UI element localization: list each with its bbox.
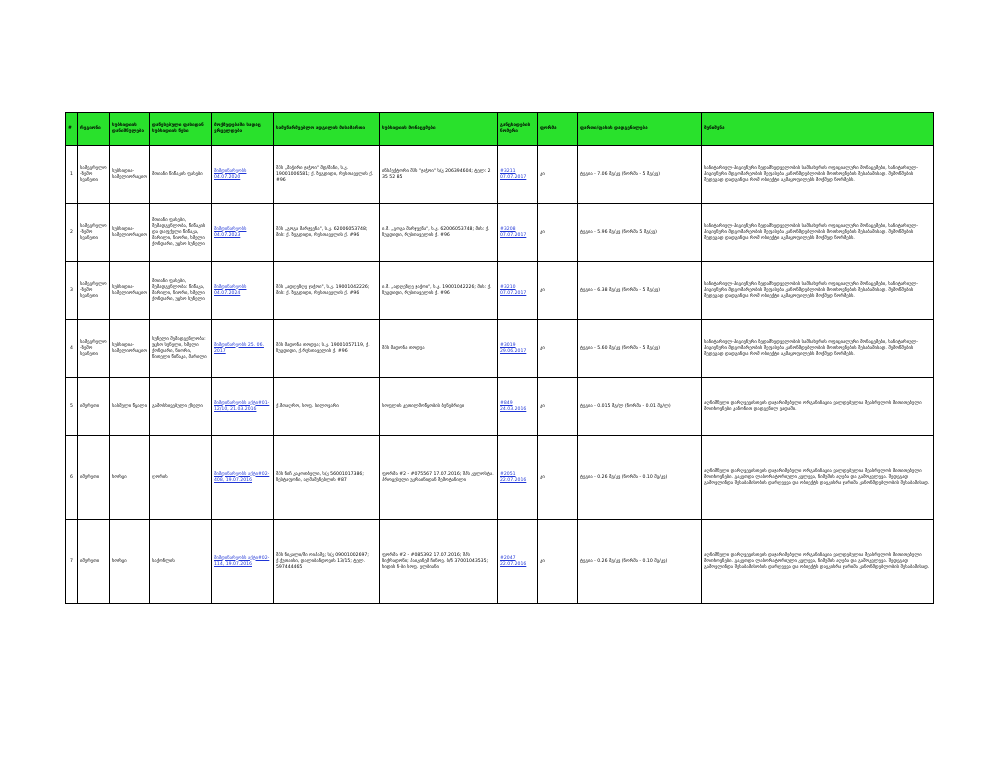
- cell-number: 2: [66, 204, 78, 262]
- cell-rule: მთიანი ფასები, შემადგენლობა: წიწაკა, მარილი, ნიორი, ხმელი ქონდარი, უცხო სუნელი: [150, 262, 212, 320]
- table-row: [66, 436, 934, 520]
- cell-number: 7: [66, 520, 78, 604]
- cell-number: 1: [66, 146, 78, 204]
- cell-price: ტეგია - 7.06 მგ/კვ (ნორმა - 5 მგ/კვ): [578, 146, 702, 204]
- header-law: მოქმედებაში სადაც ვრცელდება: [212, 113, 274, 146]
- cell-application: [498, 320, 538, 378]
- cell-address: შპს „მაჭირი ჯაჭოი" მდ/მანი, ს.კ. 19001006581; ქ. ზუგდიდი, რუსთაველის ქ. #96: [274, 146, 380, 204]
- cell-number: 4: [66, 320, 78, 378]
- cell-purpose: სასმელი წყალი: [110, 378, 150, 436]
- cell-address: შპს ნიკალი/ში ოიპაშვ; ს/კ 09001002697; ქ.ქუთაისი, დალიბანდოვის 13/15; ტელ. 597444465: [274, 520, 380, 604]
- cell-application: [498, 204, 538, 262]
- cell-application: [498, 262, 538, 320]
- cell-form: კი: [538, 436, 578, 520]
- cell-law: [212, 204, 274, 262]
- header-address: სამეწარმეებლო ადგილის მისამართი: [274, 113, 380, 146]
- cell-price: ტეგია - 5.60 მგ/კვ (ნორმა - 5 მგ/კვ): [578, 320, 702, 378]
- document-table-container: [65, 112, 933, 604]
- cell-law: [212, 146, 274, 204]
- cell-price: ტეგია - 0.26 მგ/კვ (ნორმა - 0.10 მგ/კვ): [578, 520, 702, 604]
- cell-rule: მთიანი ფასები, შემადგენლობა, წიწაკის და დაფქული წიწაკა, მარილი, ნიორი, ხმელი ქონდარი, უცხო სუნელი: [150, 204, 212, 262]
- law-link[interactable]: მიმდინარეობს 04.07.2024: [214, 284, 247, 296]
- cell-form: კი: [538, 262, 578, 320]
- cell-law: [212, 262, 274, 320]
- cell-note: სანიტარიულ-ჰიგიენური ზედამხედველობის სამსახურის ოფიციალური მონაცემები, სანიტარიულ-ჰიგიენური მდგომარეობის შეფასება კანონმდებლობის მოთხოვნების შესაბამისად. შემოწმების შედეგად დადგინდა რომ ობიექტი აკმაყოფილებს მოქმედ ნორმებს.: [702, 262, 934, 320]
- header-rule: დაწესებული ფასიდან სუბსიდიის წესი: [150, 113, 212, 146]
- law-link[interactable]: მიმდინარეობს აქტი#02-408, 19.07.2016: [214, 471, 270, 483]
- application-link[interactable]: #3211 07.07.2017: [500, 168, 527, 180]
- cell-address: შპს „გოგა მარჯვენა", ს.კ. 62006053748; მის: ქ. ზუგდიდი, რუსთაველის ქ. #96: [274, 204, 380, 262]
- header-region: რეგიონი: [78, 113, 110, 146]
- cell-note: აღნიშნული დარღვევისთვის დაჯარიმებული ორგანიზაცია ვალდებულია შეასრულოს მითითებული მოთხოვნები. გაკეთდა ლაბორატორიული კვლევა, ნიმუშის აღება და გამოკვლევა. შედეგად გამოვლინდა შესაბამისობის დარღვევა და ობიექტს დაეკისრა ჯარიმა კანონმდებლობის შესაბამისად.: [702, 520, 934, 604]
- cell-application: [498, 520, 538, 604]
- cell-rule: გამოსხივებული ქსელი: [150, 378, 212, 436]
- header-purpose: სუბსიდიის დანიშნულება: [110, 113, 150, 146]
- cell-region: იმერეთი: [78, 520, 110, 604]
- cell-price: ტეგია - 5.96 მგ/კვ (ნორმა 5 მგ/კვ): [578, 204, 702, 262]
- cell-region: სამეგრელო-ზემო სვანეთი: [78, 146, 110, 204]
- cell-law: [212, 320, 274, 378]
- cell-note: აღნიშნული დარღვევისთვის დაჯარიმებული ორგანიზაცია ვალდებულია შეასრულოს მითითებული მოთხოვნები. გაკეთდა ლაბორატორიული კვლევა, ნიმუშის აღება და გამოკვლევა. შედეგად გამოვლინდა შესაბამისობის დარღვევა და ობიექტს დაეკისრა ჯარიმა კანონმდებლობის შესაბამისად.: [702, 436, 934, 520]
- cell-application: [498, 378, 538, 436]
- header-note: შენიშვნა: [702, 113, 934, 146]
- law-link[interactable]: მიმდინარეობს აქტი#02-114, 19.07.2016: [214, 555, 270, 567]
- law-link[interactable]: მიმდინარეობს აქტი#01-12/10, 21.03.2016: [214, 400, 270, 412]
- header-price: ფართი/ფასის დადგენილება: [578, 113, 702, 146]
- cell-purpose: ხორცი: [110, 520, 150, 604]
- header-number: #: [66, 113, 78, 146]
- cell-number: 6: [66, 436, 78, 520]
- table-row: [66, 204, 934, 262]
- cell-rule: საქონლის: [150, 520, 212, 604]
- cell-note: სანიტარიულ-ჰიგიენური ზედამხედველობის სამსახურის ოფიციალური მონაცემები, სანიტარიულ-ჰიგიენური მდგომარეობის შეფასება კანონმდებლობის მოთხოვნების შესაბამისად. შემოწმების შედეგად დადგინდა რომ ობიექტი აკმაყოფილებს მოქმედ ნორმებს.: [702, 320, 934, 378]
- cell-region: იმერეთი: [78, 378, 110, 436]
- application-link[interactable]: #3019 29.06.2017: [500, 342, 527, 354]
- cell-details: ინსპექტორი შპს "ჯაჭოი" ს/კ 206394604; ტელ: 2 35 52 85: [380, 146, 498, 204]
- cell-purpose: სუბსიდია- სამელიორაციო: [110, 262, 150, 320]
- cell-form: კი: [538, 378, 578, 436]
- cell-details: ი.მ. „გოგა მარჯვენა", ს.კ. 62006053748; მის: ქ. ზუგდიდი, რუსთაველის ქ. #96: [380, 204, 498, 262]
- cell-address: ქ.მთაღრო, სოფ. სილოვარი: [274, 378, 380, 436]
- cell-rule: სუნელი შემადგენლობა: უცხო სუნელი, ხმელი ქონდარი, ნიორი, წითელი წიწაკა, მარილი: [150, 320, 212, 378]
- cell-note: სანიტარიულ-ჰიგიენური ზედამხედველობის სამსახურის ოფიციალური მონაცემები, სანიტარიულ-ჰიგიენური მდგომარეობის შეფასება კანონმდებლობის მოთხოვნების შესაბამისად. შემოწმების შედეგად დადგინდა რომ ობიექტი აკმაყოფილებს მოქმედ ნორმებს.: [702, 204, 934, 262]
- cell-form: კი: [538, 204, 578, 262]
- cell-law: [212, 436, 274, 520]
- cell-purpose: სუბსიდია- სამელიორაციო: [110, 320, 150, 378]
- table-row: [66, 378, 934, 436]
- violations-table: [65, 112, 934, 604]
- header-application: განცხადების ნომერი: [498, 113, 538, 146]
- cell-details: ფორმა #2 - #075567 17.07.2016; შპს კელოსტა. პროცესული უკრაინიდან შემოტანილი: [380, 436, 498, 520]
- cell-region: სამეგრელო-ზემო სვანეთი: [78, 204, 110, 262]
- cell-rule: ღორის: [150, 436, 212, 520]
- cell-purpose: სუბსიდია- სამელიორაციო: [110, 204, 150, 262]
- application-link[interactable]: #849 24.03.2016: [500, 400, 527, 412]
- cell-region: სამეგრელო-ზემო სვანეთი: [78, 262, 110, 320]
- table-row: [66, 320, 934, 378]
- cell-details: ფორმა #2 - #085392 17.07.2016; შპს ზიქრადონი; პაიკინემ ჩინოვ. ბ/ნ 37001043535; ხიდის ჩ-ბი სოფ. ელბიანი: [380, 520, 498, 604]
- table-row: [66, 520, 934, 604]
- cell-price: ტეგია - 6.38 მგ/კვ (ნორმა - 5 მგ/კვ): [578, 262, 702, 320]
- cell-region: იმერეთი: [78, 436, 110, 520]
- law-link[interactable]: მიმდინარეობს 04.07.2023: [214, 226, 247, 238]
- table-row: [66, 262, 934, 320]
- cell-number: 3: [66, 262, 78, 320]
- cell-note: აღნიშნული დარღვევისთვის დაჯარიმებული ორგანიზაცია ვალდებულია შეასრულოს მითითებული მოთხოვნები კანონით დადგენილ ვადაში.: [702, 378, 934, 436]
- application-link[interactable]: #2051 22.07.2016: [500, 471, 527, 483]
- cell-form: კი: [538, 146, 578, 204]
- cell-price: ტეგია - 0.26 მგ/კვ (ნორმა - 0.10 მგ/კვ): [578, 436, 702, 520]
- cell-details: შპს მადონა თოდუა: [380, 320, 498, 378]
- cell-application: [498, 436, 538, 520]
- cell-rule: მთიანი წიწაკის ფასები: [150, 146, 212, 204]
- cell-address: შპს „ადღეზღე ჯაჭოი", ს.კ. 19001042226; მის: ქ. ზუგდიდი, რუსთაველის ქ. #96: [274, 262, 380, 320]
- cell-law: [212, 520, 274, 604]
- cell-address: შპს მადონა თოდუა; ს.კ. 19001057119, ქ. ზუგდიდი, ქ.რუსთაველის ქ. #96: [274, 320, 380, 378]
- cell-note: სანიტარიულ-ჰიგიენური ზედამხედველობის სამსახურის ოფიციალური მონაცემები, სანიტარიულ-ჰიგიენური მდგომარეობის შეფასება კანონმდებლობის მოთხოვნების შესაბამისად. შემოწმების შედეგად დადგინდა რომ ობიექტი აკმაყოფილებს მოქმედ ნორმებს.: [702, 146, 934, 204]
- header-form: ფორმა: [538, 113, 578, 146]
- cell-form: კი: [538, 520, 578, 604]
- application-link[interactable]: #3208 07.07.2017: [500, 226, 527, 238]
- cell-details: ი.მ. „ადღეზღე ჯაჭოი", ს.კ. 19001042226; მის: ქ. ზუგდიდი, რუსთაველის ქ. #96: [380, 262, 498, 320]
- table-header-row: [66, 113, 934, 146]
- law-link[interactable]: მიმდინარეობს 25. 06. 2017: [214, 342, 264, 354]
- cell-price: ტეგია - 0.015 მგ/ლ (ნორმა - 0.01 მგ/ლ): [578, 378, 702, 436]
- cell-application: [498, 146, 538, 204]
- cell-purpose: სუბსიდია- სამელიორაციო: [110, 146, 150, 204]
- application-link[interactable]: #3210 07.07.2017: [500, 284, 527, 296]
- cell-form: კი: [538, 320, 578, 378]
- header-details: სუბსიდიის მონაცემები: [380, 113, 498, 146]
- cell-address: შპს ნიჩ კაკოთბელი, ს/კ 56001017386; ზესტაფონი, აღმაშენებლის #87: [274, 436, 380, 520]
- law-link[interactable]: მიმდინარეობს 04.07.2020: [214, 168, 247, 180]
- cell-law: [212, 378, 274, 436]
- application-link[interactable]: #2047 22.07.2016: [500, 555, 527, 567]
- cell-purpose: ხორცი: [110, 436, 150, 520]
- cell-region: სამეგრელო-ზემო სვანეთი: [78, 320, 110, 378]
- table-row: [66, 146, 934, 204]
- cell-details: სოფლის კეთილმოწყობის ბუნებრივი: [380, 378, 498, 436]
- cell-number: 5: [66, 378, 78, 436]
